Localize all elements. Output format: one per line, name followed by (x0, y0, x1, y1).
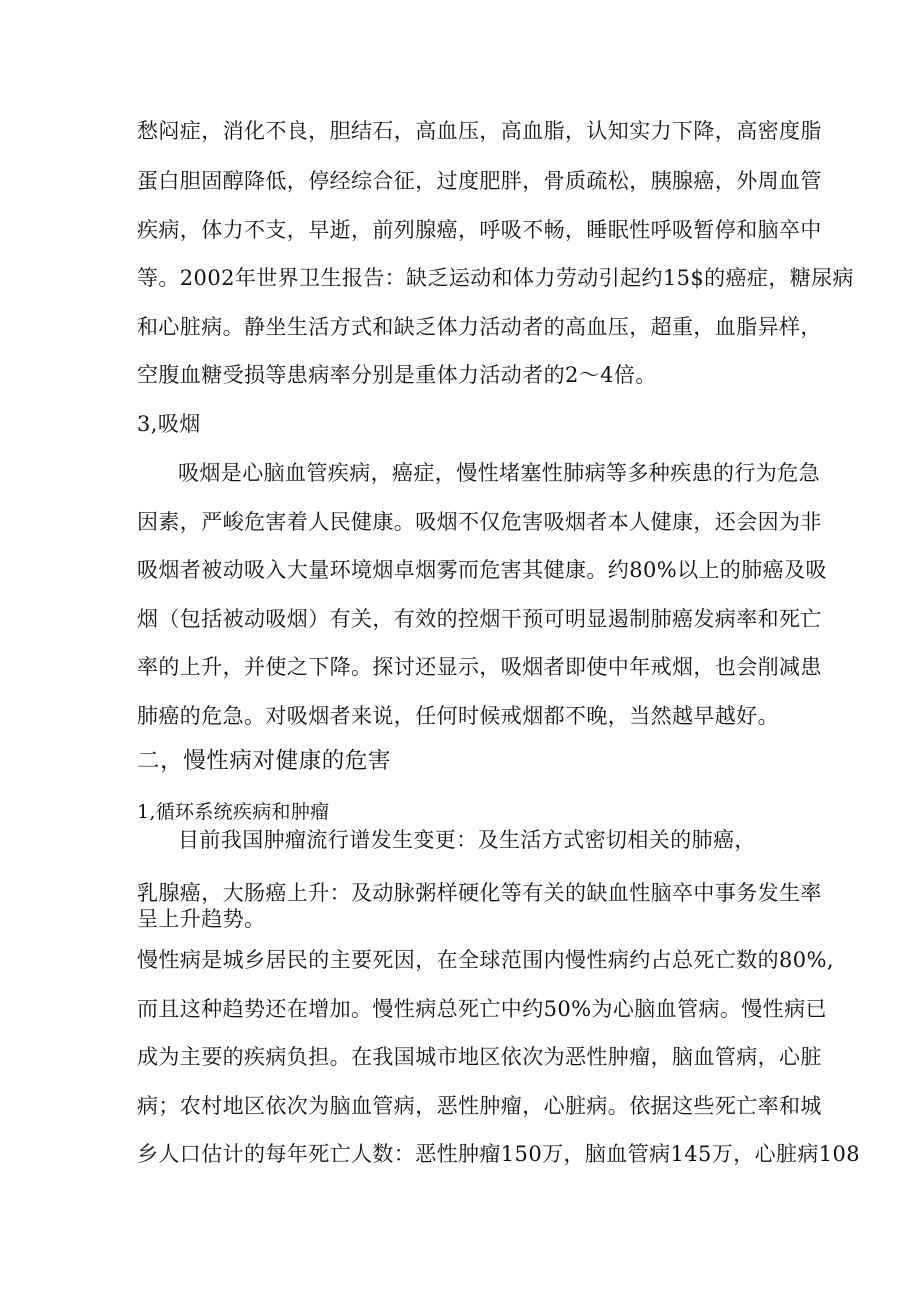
paragraph-line: 愁闷症，消化不良，胆结石，高血压，高血脂，认知实力下降，高密度脂 (137, 119, 822, 143)
paragraph-line: 率的上升，并使之下降。探讨还显示，吸烟者即使中年戒烟，也会削减患 (137, 655, 822, 679)
paragraph-line: 吸烟者被动吸入大量环境烟卓烟雾而危害其健康。约80%以上的肺癌及吸 (137, 558, 827, 582)
subsection-title: 3,吸烟 (137, 412, 201, 436)
paragraph-line: 病；农村地区依次为脑血管病，恶性肿瘤，心脏病。依据这些死亡率和城 (137, 1094, 822, 1118)
paragraph-line: 乡人口估计的每年死亡人数：恶性肿瘤150万，脑血管病145万，心脏病108 (137, 1142, 861, 1166)
paragraph-line: 呈上升趋势。 (137, 907, 266, 931)
paragraph-line: 蛋白胆固醇降低，停经综合征，过度肥胖，骨质疏松，胰腺癌，外周血管 (137, 169, 822, 193)
subsection-title: 1,循环系统疾病和肿瘤 (137, 801, 330, 823)
paragraph-line: 和心脏病。静坐生活方式和缺乏体力活动者的高血压，超重，血脂异样， (137, 315, 822, 339)
paragraph-line: 乳腺癌，大肠癌上升：及动脉粥样硬化等有关的缺血性脑卒中事务发生率 (137, 881, 822, 905)
paragraph-line: 等。2002年世界卫生报告：缺乏运动和体力劳动引起约15$的癌症，糖尿病 (137, 266, 854, 290)
paragraph-line: 空腹血糖受损等患病率分别是重体力活动者的2〜4倍。 (137, 363, 657, 387)
paragraph-line: 疾病，体力不支，早逝，前列腺癌，呼吸不畅，睡眠性呼吸暂停和脑卒中 (137, 218, 822, 242)
paragraph-line: 而且这种趋势还在增加。慢性病总死亡中约50%为心脑血管病。慢性病已 (137, 997, 827, 1021)
paragraph-line: 成为主要的疾病负担。在我国城市地区依次为恶性肿瘤，脑血管病，心脏 (137, 1045, 822, 1069)
section-heading: 二，慢性病对健康的危害 (137, 748, 392, 774)
paragraph-line: 肺癌的危急。对吸烟者来说，任何时候戒烟都不晚，当然越早越好。 (137, 704, 779, 728)
paragraph-line: 慢性病是城乡居民的主要死因，在全球范围内慢性病约占总死亡数的80%, (137, 948, 834, 972)
paragraph-line: 因素，严峻危害着人民健康。吸烟不仅危害吸烟者本人健康，还会因为非 (137, 510, 822, 534)
paragraph-line: 目前我国肿瘤流行谱发生变更：及生活方式密切相关的肺癌， (178, 828, 756, 852)
paragraph-line: 烟（包括被动吸烟）有关，有效的控烟干预可明显遏制肺癌发病率和死亡 (137, 607, 822, 631)
paragraph-line: 吸烟是心脑血管疾病，癌症，慢性堵塞性肺病等多种疾患的行为危急 (178, 461, 820, 485)
